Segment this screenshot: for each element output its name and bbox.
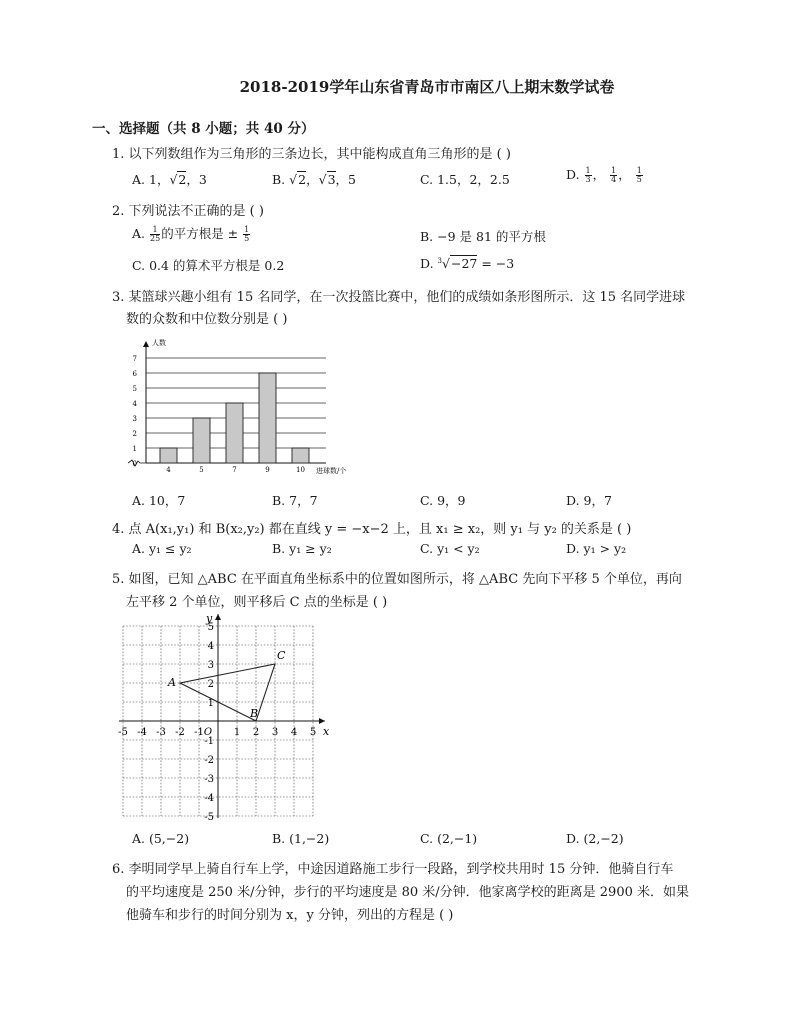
question-5-option-b: B. (1,−2): [272, 831, 330, 846]
point-label-b: B: [250, 707, 259, 720]
question-6-line2: 的平均速度是 250 米/分钟，步行的平均速度是 80 米/分钟．他家离学校的距离是 2900 米．如果: [126, 885, 689, 900]
chart-y-tick-label: 7: [132, 355, 137, 363]
y-tick-label: 1: [207, 698, 214, 709]
question-2-option-b: B. −9 是 81 的平方根: [420, 229, 546, 244]
point-label-a: A: [168, 676, 176, 689]
question-4-stem: 4. 点 A(x₁,y₁) 和 B(x₂,y₂) 都在直线 y = −x−2 上，且 x₁ ≥ x₂，则 y₁ 与 y₂ 的关系是 ( ): [112, 522, 632, 537]
chart-y-tick-label: 3: [132, 415, 137, 423]
question-3-stem-line1: 3. 某篮球兴趣小组有 15 名同学，在一次投篮比赛中，他们的成绩如条形图所示．这 15 名同学进球: [112, 290, 686, 305]
chart-axis-break: [128, 460, 146, 466]
question-2-option-c: C. 0.4 的算术平方根是 0.2: [132, 258, 285, 273]
question-3-option-b: B. 7，7: [272, 493, 318, 508]
chart-y-tick-label: 1: [132, 445, 137, 453]
question-1-option-c: C. 1.5，2，2.5: [420, 172, 510, 187]
question-3-option-a: A. 10，7: [132, 493, 186, 508]
chart-y-tick-label: 4: [132, 400, 137, 408]
x-tick-label: -2: [175, 727, 185, 738]
question-3-option-c: C. 9，9: [420, 493, 466, 508]
question-2-option-d: D. $^3$√−27 = −3: [420, 256, 515, 271]
question-2-stem: 2. 下列说法不正确的是 ( ): [112, 204, 264, 219]
chart-bar: [259, 373, 276, 463]
question-1-option-a: A. 1，√2，3: [132, 172, 207, 187]
question-6-line1: 6. 李明同学早上骑自行车上学，中途因道路施工步行一段路，到学校共用时 15 分钟．他骑自行车: [112, 862, 674, 877]
question-4-option-b: B. y₁ ≥ y₂: [272, 541, 332, 556]
y-tick-label: -5: [204, 812, 214, 823]
chart-x-tick-label: 10: [296, 466, 305, 474]
triangle-abc: [180, 664, 275, 721]
x-tick-label: -3: [156, 727, 166, 738]
question-2-option-a: A. $\frac{1}{25}$ 的平方根是 ± $\frac{1}{5}$: [132, 225, 250, 243]
question-5-option-d: D. (2,−2): [566, 831, 624, 846]
x-tick-label: 5: [309, 727, 317, 738]
chart-y-tick-label: 6: [132, 370, 137, 378]
question-3-option-d: D. 9，7: [566, 493, 612, 508]
x-tick-label: -1: [194, 727, 204, 738]
y-tick-label: 4: [207, 641, 214, 652]
chart-bar: [193, 418, 210, 463]
section-heading: 一、选择题（共 8 小题；共 40 分）: [92, 121, 315, 137]
x-tick-label: -4: [137, 727, 147, 738]
chart-y-tick-label: 0: [132, 460, 137, 468]
question-4-option-c: C. y₁ < y₂: [420, 541, 480, 556]
y-tick-label: 3: [207, 660, 214, 671]
x-axis-arrow: [319, 718, 325, 724]
chart-x-tick-label: 7: [232, 466, 237, 474]
chart-bar: [226, 403, 243, 463]
x-tick-label: 1: [233, 727, 241, 738]
x-tick-label: -5: [118, 727, 128, 738]
question-4-option-d: D. y₁ > y₂: [566, 541, 627, 556]
y-tick-label: -1: [204, 736, 214, 747]
y-tick-label: -2: [204, 755, 214, 766]
chart-x-tick-label: 9: [265, 466, 270, 474]
chart-y-tick-label: 2: [132, 430, 137, 438]
page-title: 2018-2019学年山东省青岛市市南区八上期末数学试卷: [239, 78, 615, 96]
y-axis-label: y: [206, 612, 213, 625]
chart-y-axis-arrow: [143, 341, 149, 347]
y-tick-label: -4: [204, 793, 214, 804]
chart-x-tick-label: 5: [199, 466, 204, 474]
question-5-option-a: A. (5,−2): [132, 831, 190, 846]
question-6-line3: 他骑车和步行的时间分别为 x，y 分钟，列出的方程是 ( ): [126, 908, 454, 923]
chart-y-label: 人数: [152, 339, 166, 347]
chart-bar: [292, 448, 309, 463]
chart-x-tick-label: 4: [166, 466, 171, 474]
x-tick-label: 2: [252, 727, 260, 738]
chart-x-label: 进球数/个: [316, 467, 347, 475]
bar-chart: [126, 335, 371, 480]
question-4-option-a: A. y₁ ≤ y₂: [132, 541, 192, 556]
coordinate-grid-figure: [120, 606, 345, 826]
x-axis-label: x: [323, 725, 330, 738]
question-1-stem: 1. 以下列数组作为三角形的三条边长，其中能构成直角三角形的是 ( ): [112, 147, 511, 162]
y-tick-label: -3: [204, 774, 214, 785]
origin-label: O: [203, 727, 213, 738]
y-tick-label: 2: [207, 679, 214, 690]
point-label-c: C: [277, 649, 286, 662]
question-1-option-b: B. √2，√3，5: [272, 172, 356, 187]
y-axis-arrow: [215, 614, 221, 620]
question-5-stem-line2: 左平移 2 个单位，则平移后 C 点的坐标是 ( ): [126, 595, 388, 610]
question-5-stem-line1: 5. 如图，已知 △ABC 在平面直角坐标系中的位置如图所示，将 △ABC 先向下平移 5 个单位，再向: [112, 572, 682, 587]
chart-y-tick-label: 5: [132, 385, 137, 393]
x-tick-label: 4: [290, 727, 298, 738]
question-1-option-d: D. $\frac{1}{3}$ ， $\frac{1}{4}$ ， $\frac{1}{5}$: [566, 166, 642, 184]
question-3-stem-line2: 数的众数和中位数分别是 ( ): [126, 312, 288, 327]
y-tick-label: 5: [207, 622, 214, 633]
question-5-option-c: C. (2,−1): [420, 831, 478, 846]
chart-bar: [160, 448, 177, 463]
x-tick-label: 3: [271, 727, 279, 738]
